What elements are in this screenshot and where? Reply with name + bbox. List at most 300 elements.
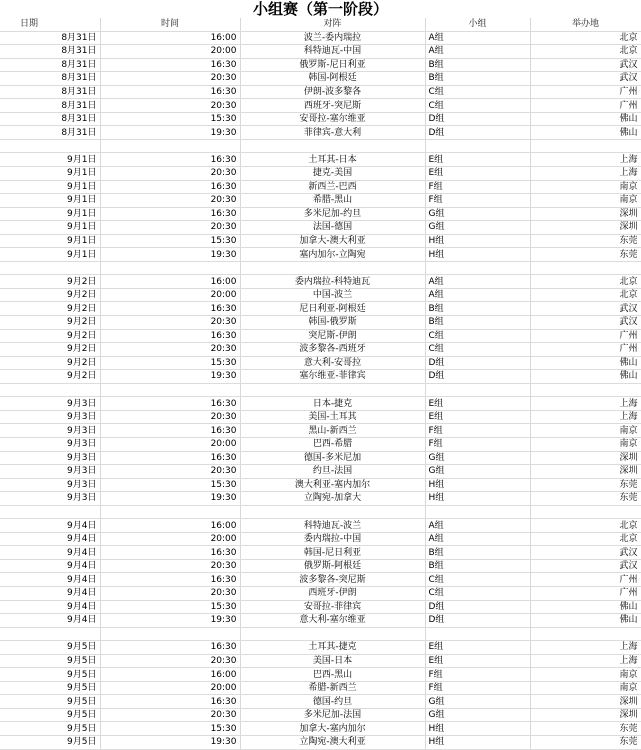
table-row [0,99,641,113]
cell-match: 立陶宛-加拿大 [240,492,425,506]
day-separator-row [0,383,641,397]
cell-group: G组 [425,451,530,465]
empty-cell [0,383,100,397]
table-row [0,112,641,126]
cell-match: 委内瑞拉-科特迪瓦 [240,275,425,289]
cell-venue: 佛山 [530,600,641,614]
cell-time: 20:00 [100,532,240,546]
empty-cell [530,261,641,275]
cell-group: F组 [425,180,530,194]
empty-cell [425,261,530,275]
empty-cell [530,505,641,519]
cell-match: 加拿大-澳大利亚 [240,234,425,248]
cell-date: 9月5日 [0,681,100,695]
page-title: 小组赛（第一阶段） [252,0,388,18]
cell-venue: 南京 [530,424,641,438]
cell-time: 15:30 [100,478,240,492]
table-row [0,695,641,709]
cell-venue: 广州 [530,329,641,343]
empty-cell [530,139,641,153]
cell-date: 9月2日 [0,302,100,316]
cell-group: E组 [425,641,530,655]
cell-date: 9月4日 [0,586,100,600]
empty-cell [530,383,641,397]
header-match: 对阵 [240,18,425,31]
empty-cell [100,139,240,153]
cell-date: 9月4日 [0,614,100,628]
empty-cell [530,627,641,641]
cell-group: A组 [425,31,530,45]
cell-date: 9月4日 [0,573,100,587]
cell-date: 9月3日 [0,492,100,506]
cell-time: 20:30 [100,99,240,113]
empty-cell [0,261,100,275]
cell-group: A组 [425,532,530,546]
cell-group: D组 [425,614,530,628]
cell-group: C组 [425,99,530,113]
empty-cell [0,627,100,641]
cell-time: 19:30 [100,614,240,628]
table-row [0,31,641,45]
cell-match: 安哥拉-塞尔维亚 [240,112,425,126]
cell-group: B组 [425,302,530,316]
table-row [0,302,641,316]
table-row [0,248,641,262]
cell-match: 波兰-委内瑞拉 [240,31,425,45]
cell-match: 波多黎各-突尼斯 [240,573,425,587]
cell-venue: 武汉 [530,559,641,573]
table-row [0,600,641,614]
cell-date: 9月1日 [0,153,100,167]
cell-venue: 深圳 [530,708,641,722]
cell-date: 9月3日 [0,478,100,492]
cell-group: E组 [425,397,530,411]
cell-group: B组 [425,546,530,560]
cell-match: 波多黎各-西班牙 [240,343,425,357]
cell-match: 意大利-塞尔维亚 [240,614,425,628]
cell-date: 8月31日 [0,126,100,140]
cell-group: F组 [425,668,530,682]
cell-date: 9月2日 [0,370,100,384]
cell-group: D组 [425,370,530,384]
cell-time: 16:30 [100,180,240,194]
cell-date: 9月2日 [0,356,100,370]
cell-venue: 深圳 [530,221,641,235]
cell-venue: 上海 [530,397,641,411]
cell-group: A组 [425,519,530,533]
cell-venue: 东莞 [530,722,641,736]
cell-match: 德国-多米尼加 [240,451,425,465]
cell-time: 20:30 [100,343,240,357]
cell-time: 16:30 [100,329,240,343]
table-row [0,370,641,384]
table-row [0,343,641,357]
cell-time: 16:30 [100,424,240,438]
table-row [0,194,641,208]
cell-group: B组 [425,559,530,573]
cell-date: 8月31日 [0,72,100,86]
cell-time: 16:30 [100,58,240,72]
table-row [0,586,641,600]
cell-date: 9月3日 [0,397,100,411]
cell-date: 9月3日 [0,451,100,465]
cell-time: 20:00 [100,288,240,302]
cell-group: D组 [425,600,530,614]
table-row [0,356,641,370]
cell-date: 9月1日 [0,194,100,208]
cell-match: 希腊-黑山 [240,194,425,208]
cell-match: 韩国-尼日利亚 [240,546,425,560]
cell-group: C组 [425,329,530,343]
empty-cell [425,383,530,397]
table-row [0,126,641,140]
cell-venue: 佛山 [530,112,641,126]
header-group: 小组 [425,18,530,31]
cell-group: G组 [425,695,530,709]
cell-date: 8月31日 [0,45,100,59]
cell-group: B组 [425,58,530,72]
cell-time: 16:30 [100,85,240,99]
empty-cell [100,627,240,641]
empty-cell [425,139,530,153]
table-row [0,641,641,655]
table-row [0,532,641,546]
cell-time: 15:30 [100,600,240,614]
cell-time: 20:30 [100,586,240,600]
cell-date: 9月2日 [0,343,100,357]
schedule-table [0,18,641,750]
table-row [0,275,641,289]
cell-match: 捷克-美国 [240,167,425,181]
table-row [0,668,641,682]
cell-venue: 东莞 [530,492,641,506]
cell-venue: 东莞 [530,478,641,492]
cell-group: E组 [425,167,530,181]
cell-group: G组 [425,221,530,235]
cell-venue: 广州 [530,99,641,113]
table-row [0,465,641,479]
cell-match: 多米尼加-法国 [240,708,425,722]
cell-date: 9月4日 [0,532,100,546]
cell-venue: 佛山 [530,614,641,628]
cell-time: 16:00 [100,668,240,682]
cell-match: 约旦-法国 [240,465,425,479]
table-row [0,614,641,628]
cell-venue: 武汉 [530,58,641,72]
cell-group: C组 [425,343,530,357]
cell-match: 俄罗斯-阿根廷 [240,559,425,573]
table-row [0,437,641,451]
cell-time: 16:30 [100,451,240,465]
cell-group: H组 [425,248,530,262]
table-row [0,451,641,465]
cell-match: 韩国-俄罗斯 [240,316,425,330]
empty-cell [240,383,425,397]
cell-match: 土耳其-捷克 [240,641,425,655]
cell-group: E组 [425,153,530,167]
cell-match: 新西兰-巴西 [240,180,425,194]
cell-group: C组 [425,85,530,99]
cell-date: 9月2日 [0,288,100,302]
cell-time: 15:30 [100,234,240,248]
empty-cell [100,261,240,275]
empty-cell [240,627,425,641]
cell-venue: 北京 [530,31,641,45]
cell-match: 法国-德国 [240,221,425,235]
cell-group: F组 [425,437,530,451]
cell-time: 16:30 [100,641,240,655]
cell-match: 黑山-新西兰 [240,424,425,438]
cell-match: 澳大利亚-塞内加尔 [240,478,425,492]
cell-venue: 南京 [530,668,641,682]
cell-date: 8月31日 [0,99,100,113]
cell-time: 16:30 [100,153,240,167]
day-separator-row [0,139,641,153]
cell-match: 巴西-希腊 [240,437,425,451]
cell-date: 8月31日 [0,58,100,72]
cell-date: 9月5日 [0,735,100,749]
cell-time: 20:30 [100,559,240,573]
table-row [0,85,641,99]
cell-venue: 上海 [530,410,641,424]
table-row [0,546,641,560]
cell-venue: 佛山 [530,370,641,384]
empty-cell [240,505,425,519]
cell-group: D组 [425,112,530,126]
cell-group: E组 [425,410,530,424]
cell-time: 20:30 [100,465,240,479]
cell-match: 多米尼加-约旦 [240,207,425,221]
cell-date: 9月1日 [0,207,100,221]
empty-cell [100,505,240,519]
cell-match: 科特迪瓦-波兰 [240,519,425,533]
cell-venue: 上海 [530,167,641,181]
cell-time: 15:30 [100,722,240,736]
cell-venue: 北京 [530,519,641,533]
cell-time: 20:00 [100,437,240,451]
cell-date: 9月3日 [0,410,100,424]
cell-group: H组 [425,735,530,749]
cell-match: 菲律宾-意大利 [240,126,425,140]
empty-cell [100,383,240,397]
cell-group: H组 [425,478,530,492]
cell-match: 塞尔维亚-菲律宾 [240,370,425,384]
cell-venue: 佛山 [530,356,641,370]
cell-time: 16:30 [100,546,240,560]
cell-match: 中国-波兰 [240,288,425,302]
cell-time: 16:00 [100,519,240,533]
cell-group: H组 [425,722,530,736]
empty-cell [240,139,425,153]
cell-time: 20:00 [100,681,240,695]
cell-date: 9月4日 [0,600,100,614]
cell-date: 9月2日 [0,275,100,289]
cell-date: 9月2日 [0,329,100,343]
table-row [0,329,641,343]
cell-group: C组 [425,573,530,587]
cell-date: 9月1日 [0,248,100,262]
cell-match: 美国-日本 [240,654,425,668]
cell-group: F组 [425,194,530,208]
table-row [0,573,641,587]
cell-venue: 深圳 [530,695,641,709]
cell-date: 9月3日 [0,424,100,438]
cell-date: 8月31日 [0,31,100,45]
cell-date: 9月3日 [0,437,100,451]
cell-venue: 广州 [530,343,641,357]
cell-time: 20:30 [100,72,240,86]
cell-group: A组 [425,45,530,59]
cell-venue: 北京 [530,288,641,302]
cell-time: 19:30 [100,248,240,262]
cell-venue: 广州 [530,586,641,600]
cell-time: 20:30 [100,654,240,668]
cell-date: 9月4日 [0,559,100,573]
table-row [0,58,641,72]
empty-cell [240,261,425,275]
cell-group: G组 [425,207,530,221]
cell-time: 20:30 [100,410,240,424]
table-row [0,153,641,167]
cell-date: 8月31日 [0,85,100,99]
cell-match: 俄罗斯-尼日利亚 [240,58,425,72]
cell-time: 16:30 [100,573,240,587]
cell-match: 立陶宛-澳大利亚 [240,735,425,749]
cell-venue: 佛山 [530,126,641,140]
cell-time: 19:30 [100,735,240,749]
table-row [0,180,641,194]
cell-date: 9月2日 [0,316,100,330]
empty-cell [425,505,530,519]
cell-date: 9月4日 [0,546,100,560]
table-row [0,654,641,668]
cell-time: 16:30 [100,695,240,709]
table-row [0,316,641,330]
cell-match: 西班牙-突尼斯 [240,99,425,113]
cell-venue: 上海 [530,153,641,167]
cell-venue: 深圳 [530,465,641,479]
cell-venue: 南京 [530,437,641,451]
header-time: 时间 [100,18,240,31]
cell-match: 美国-土耳其 [240,410,425,424]
cell-date: 9月5日 [0,722,100,736]
cell-date: 9月5日 [0,654,100,668]
cell-venue: 武汉 [530,302,641,316]
cell-time: 20:30 [100,167,240,181]
cell-match: 加拿大-塞内加尔 [240,722,425,736]
cell-match: 巴西-黑山 [240,668,425,682]
cell-group: G组 [425,708,530,722]
cell-time: 15:30 [100,112,240,126]
cell-time: 16:30 [100,397,240,411]
header-venue: 举办地 [530,18,641,31]
cell-group: A组 [425,288,530,302]
empty-cell [0,139,100,153]
cell-time: 19:30 [100,492,240,506]
cell-match: 突尼斯-伊朗 [240,329,425,343]
table-row [0,397,641,411]
table-row [0,167,641,181]
cell-date: 9月5日 [0,641,100,655]
table-row [0,72,641,86]
cell-time: 19:30 [100,370,240,384]
cell-date: 9月4日 [0,519,100,533]
cell-time: 20:30 [100,194,240,208]
cell-match: 德国-约旦 [240,695,425,709]
cell-group: D组 [425,356,530,370]
cell-time: 20:30 [100,708,240,722]
cell-date: 9月5日 [0,695,100,709]
cell-group: A组 [425,275,530,289]
cell-group: G组 [425,465,530,479]
cell-group: F组 [425,681,530,695]
empty-cell [0,505,100,519]
cell-date: 9月1日 [0,167,100,181]
cell-match: 委内瑞拉-中国 [240,532,425,546]
table-row [0,519,641,533]
cell-match: 希腊-新西兰 [240,681,425,695]
cell-group: C组 [425,586,530,600]
cell-time: 20:30 [100,221,240,235]
cell-group: F组 [425,424,530,438]
table-row [0,478,641,492]
cell-group: E组 [425,654,530,668]
header-row [0,18,641,31]
table-row [0,722,641,736]
cell-venue: 深圳 [530,207,641,221]
cell-match: 伊朗-波多黎各 [240,85,425,99]
table-row [0,708,641,722]
cell-venue: 东莞 [530,248,641,262]
cell-match: 韩国-阿根廷 [240,72,425,86]
schedule-body [0,31,641,749]
table-row [0,288,641,302]
cell-match: 尼日利亚-阿根廷 [240,302,425,316]
table-row [0,681,641,695]
cell-group: B组 [425,72,530,86]
cell-venue: 南京 [530,180,641,194]
cell-group: H组 [425,234,530,248]
table-row [0,221,641,235]
cell-date: 9月5日 [0,708,100,722]
cell-match: 土耳其-日本 [240,153,425,167]
table-row [0,207,641,221]
cell-date: 9月1日 [0,221,100,235]
table-row [0,410,641,424]
cell-date: 9月3日 [0,465,100,479]
cell-venue: 广州 [530,573,641,587]
cell-venue: 广州 [530,85,641,99]
cell-venue: 上海 [530,654,641,668]
table-row [0,424,641,438]
cell-venue: 北京 [530,45,641,59]
empty-cell [425,627,530,641]
day-separator-row [0,505,641,519]
cell-venue: 南京 [530,194,641,208]
cell-venue: 东莞 [530,234,641,248]
cell-venue: 武汉 [530,546,641,560]
cell-group: B组 [425,316,530,330]
cell-venue: 上海 [530,641,641,655]
cell-venue: 南京 [530,681,641,695]
cell-venue: 东莞 [530,735,641,749]
table-row [0,492,641,506]
cell-venue: 北京 [530,275,641,289]
table-row [0,559,641,573]
cell-date: 9月1日 [0,180,100,194]
cell-date: 9月1日 [0,234,100,248]
cell-match: 西班牙-伊朗 [240,586,425,600]
